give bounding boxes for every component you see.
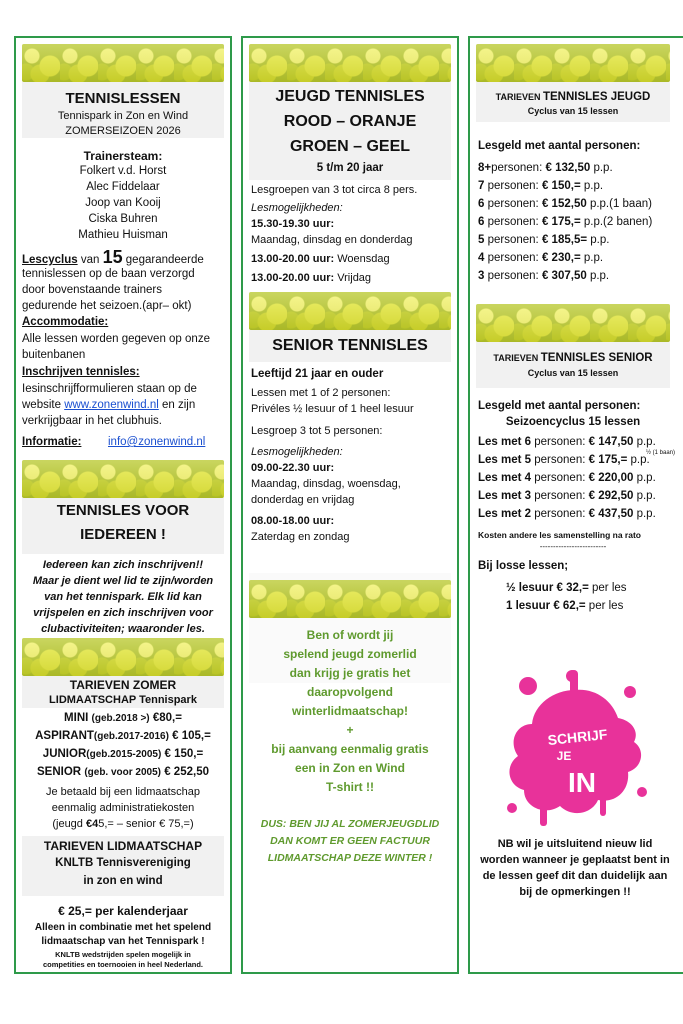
trainer-name: Mathieu Huisman (78, 229, 168, 241)
senior-days: donderdag en vrijdag (251, 494, 355, 506)
informatie-label: Informatie: (22, 436, 82, 448)
tarief-junior-geb: (geb.2015-2005) (86, 749, 162, 760)
jeugd-price-row (478, 252, 603, 264)
row-price: € 185,5= (541, 234, 588, 246)
divider-line: ------------------------- (539, 542, 607, 551)
row-label: personen: (484, 180, 539, 192)
splash-text-schrijf: SCHRIJF (546, 725, 609, 749)
iedereen-title: IEDEREEN ! (80, 526, 166, 543)
tennis-balls-image (249, 580, 451, 618)
tarief-mini-geb: (geb.2018 >) (91, 713, 150, 724)
senior-text: Lesgroep 3 tot 5 personen: (251, 425, 383, 437)
senior-price-row (478, 472, 656, 484)
splash-text-in: IN (568, 767, 596, 798)
knltb-small: KNLTB wedstrijden spelen mogelijk in (55, 950, 191, 959)
tarief-senior-label: SENIOR (37, 766, 82, 778)
tarief-senior-price: € 252,50 (164, 766, 209, 778)
promo-dus: DAN KOMT ER GEEN FACTUUR (270, 835, 430, 847)
jeugd-title: GROEN – GEEL (289, 138, 411, 155)
jeugd-price-row (478, 180, 603, 192)
senior-days: Zaterdag en zondag (251, 531, 350, 543)
senior-price-row (478, 436, 656, 448)
website-link[interactable]: www.zonenwind.nl (64, 399, 159, 411)
lescyclus-text: tennislessen op de baan verzorgd (22, 268, 195, 280)
row-label: personen: (484, 252, 539, 264)
tarief-senior (16, 766, 230, 778)
jeugd-tarief-title-big: TENNISLES JEUGD (542, 91, 651, 103)
tennislessen-sub2: ZOMERSEIZOEN 2026 (65, 125, 181, 137)
jeugd-price-row (478, 198, 652, 210)
row-count: 6 (478, 216, 485, 228)
iedereen-text: vrijspelen en zich inschrijven voor (33, 607, 213, 619)
row-price: € 220,00 (588, 472, 634, 484)
row-count: 5 (478, 234, 485, 246)
senior-time: 08.00-18.00 uur: (251, 515, 335, 527)
zomer-title: LIDMAATSCHAP Tennispark (49, 694, 197, 706)
accommodatie-label: Accommodatie: (22, 316, 109, 328)
trainer-name: Joop van Kooij (85, 197, 161, 209)
promo-text: Ben of wordt jij (306, 628, 394, 642)
tarief-mini-price: €80,= (152, 712, 182, 724)
row-unit: p.p. (583, 180, 604, 192)
promo-text: winterlidmaatschap! (291, 704, 409, 718)
row-count: 3 (478, 270, 485, 282)
row-pre: Les met 4 (478, 472, 532, 484)
inschrijven-website-line (22, 399, 195, 411)
jeugd-price-row (478, 270, 609, 282)
inschrijven-text: Iesinschrijfformulieren staan op de (22, 383, 197, 395)
senior-text: Lessen met 1 of 2 personen: (251, 387, 391, 399)
tennis-balls-image (476, 44, 670, 82)
knltb-title: in zon en wind (83, 875, 163, 887)
row-count: 8+ (478, 162, 492, 174)
promo-text: een in Zon en Wind (295, 761, 405, 775)
jeugd-time: 13.00-20.00 uur: (251, 253, 335, 265)
row-label: personen: (531, 508, 586, 520)
nb-text: NB wil je uitsluitend nieuw lid (497, 838, 653, 850)
row-price: € 150,= (541, 180, 581, 192)
row-label: personen: (484, 270, 539, 282)
losse-half (506, 582, 627, 594)
row-unit: p.p. (627, 454, 650, 466)
row-price: € 152,50 (541, 198, 587, 210)
knltb-title: TARIEVEN LIDMAATSCHAP (43, 839, 203, 853)
nb-text: worden wanneer je geplaatst bent in (480, 854, 670, 866)
losse-full-unit: per les (585, 600, 624, 612)
row-unit: p.p.(2 banen) (583, 216, 653, 228)
tarief-junior-price: € 150,= (164, 748, 204, 760)
jeugd-title: ROOD – ORANJE (283, 113, 417, 130)
jeugd-time: 15.30-19.30 uur: (251, 218, 335, 230)
row-price: € 175,= (541, 216, 581, 228)
lescyclus-line (22, 247, 204, 268)
inschrijven-pre: website (22, 399, 65, 411)
row-count: 7 (478, 180, 485, 192)
senior-lesmog: Lesmogelijkheden: (251, 446, 343, 458)
row-count: 6 (478, 198, 485, 210)
jeugd-time-line (251, 253, 390, 265)
admin-fees-jeugd: €4 (85, 818, 99, 830)
senior-title: SENIOR TENNISLES (272, 337, 428, 354)
row-pre: Les met 3 (478, 490, 532, 502)
accommodatie-text: Alle lessen worden gegeven op onze (22, 333, 210, 345)
lescyclus-text: gedurende het seizoen.(apr– okt) (22, 300, 192, 312)
splash-text-je: JE (556, 749, 572, 763)
jeugd-price-row (478, 234, 609, 246)
tennis-balls-image (22, 460, 224, 498)
row-unit: p.p. (590, 234, 610, 246)
senior-seizoen: Seizoencyclus 15 lessen (505, 416, 641, 428)
senior-price-row (478, 490, 656, 502)
row-price: € 230,= (541, 252, 581, 264)
row-unit: p.p. (589, 270, 610, 282)
tennis-balls-image (22, 638, 224, 676)
row-price: € 307,50 (541, 270, 587, 282)
column-left (14, 36, 232, 974)
knltb-price: € 25,= per kalenderjaar (58, 904, 188, 918)
senior-age: Leeftijd 21 jaar en ouder (251, 368, 384, 380)
promo-text: bij aanvang eenmalig gratis (271, 742, 429, 756)
senior-cyclus: Cyclus van 15 lessen (527, 368, 619, 378)
nb-text: de lessen geef dit dan duidelijk aan (482, 870, 668, 882)
admin-note: eenmalig administratiekosten (51, 802, 195, 814)
inschrijven-text: verkrijgbaar in het clubhuis. (22, 415, 162, 427)
promo-text: daaropvolgend (306, 685, 393, 699)
admin-note: Je betaald bij een lidmaatschap (45, 786, 201, 798)
row-price: € 292,50 (588, 490, 634, 502)
tarief-senior-geb: (geb. voor 2005) (84, 767, 162, 778)
trainer-name: Alec Fiddelaar (86, 181, 160, 193)
jeugd-title: JEUGD TENNISLES (275, 88, 425, 105)
tarief-mini (16, 712, 230, 724)
losse-half-unit: per les (588, 582, 627, 594)
row-unit: p.p. (633, 472, 656, 484)
lescyclus-rest: gegarandeerde (122, 254, 204, 266)
promo-plus: + (346, 723, 354, 737)
knltb-small: competities en toernooien in heel Nederland. (42, 960, 204, 969)
row-label: personen: (491, 162, 543, 174)
jeugd-price-row (478, 162, 613, 174)
tarief-mini-label: MINI (64, 712, 89, 724)
column-right (468, 36, 683, 974)
row-unit: p.p. (633, 490, 656, 502)
knltb-title: KNLTB Tennisvereniging (55, 857, 191, 869)
email-link[interactable]: info@zonenwind.nl (108, 436, 206, 448)
row-label: personen: (531, 436, 586, 448)
tennislessen-sub1: Tennispark in Zon en Wind (57, 110, 189, 122)
inschrijven-label: Inschrijven tennisles: (22, 366, 140, 378)
row-pre: Les met 5 (478, 454, 532, 466)
row-count: 4 (478, 252, 485, 264)
tarief-aspirant-label: ASPIRANT (35, 730, 94, 742)
senior-lesgeld: Lesgeld met aantal personen: (478, 400, 641, 412)
admin-fees-rest: 5,= – senior € 75,=) (98, 818, 194, 830)
iedereen-title: TENNISLES VOOR (56, 502, 190, 519)
jeugd-cyclus: Cyclus van 15 lessen (527, 106, 619, 116)
losse-full-price: € 62,= (553, 600, 586, 612)
senior-days: Maandag, dinsdag, woensdag, (251, 478, 401, 490)
jeugd-days: Woensdag (334, 253, 390, 265)
iedereen-text: van het tennispark. Elk lid kan (44, 591, 202, 603)
lescyclus-label: Lescyclus (22, 254, 78, 266)
trainers-label: Trainersteam: (83, 149, 163, 163)
tarief-junior (16, 748, 230, 760)
jeugd-lesmog: Lesmogelijkheden: (251, 202, 343, 214)
iedereen-text: Iedereen kan zich inschrijven!! (42, 559, 204, 571)
senior-tarief-title-small: TARIEVEN (493, 353, 541, 363)
senior-text: Privéles ½ lesuur of 1 heel lesuur (251, 403, 414, 415)
senior-kosten: Kosten andere les samenstelling na rato (478, 530, 641, 540)
lescyclus-text: door bovenstaande trainers (22, 284, 163, 296)
tennis-balls-image (476, 304, 670, 342)
senior-price-row (478, 454, 650, 466)
schrijf-je-in-splash[interactable] (500, 668, 650, 828)
row-price: € 175,= (588, 454, 628, 466)
row-unit: p.p. (583, 252, 604, 264)
admin-fees (16, 818, 230, 830)
tarief-aspirant (16, 730, 230, 742)
inschrijven-post: en zijn (158, 399, 196, 411)
jeugd-price-row (478, 216, 652, 228)
tarief-aspirant-geb: (geb.2017-2016) (93, 731, 169, 742)
promo-text: spelend jeugd zomerlid (283, 647, 417, 661)
tennis-balls-image (249, 44, 451, 82)
tarief-junior-label: JUNIOR (42, 748, 87, 760)
jeugd-time-line (251, 272, 371, 284)
nb-text: bij de opmerkingen !! (519, 886, 631, 898)
losse-label: Bij losse lessen; (478, 560, 569, 572)
row-label: personen: (484, 234, 539, 246)
row-unit: p.p. (633, 508, 656, 520)
row-pre: Les met 2 (478, 508, 532, 520)
losse-full (506, 600, 623, 612)
row-unit: p.p. (593, 162, 613, 174)
senior-price-row (478, 508, 656, 520)
jeugd-days: Vrijdag (334, 272, 372, 284)
row-pre: Les met 6 (478, 436, 532, 448)
tarief-aspirant-price: € 105,= (172, 730, 211, 742)
row-unit: p.p. (633, 436, 656, 448)
losse-half-label: ½ lesuur (506, 582, 554, 594)
losse-full-label: 1 lesuur (506, 600, 551, 612)
accommodatie-text: buitenbanen (22, 349, 86, 361)
jeugd-lesgeld: Lesgeld met aantal personen: (478, 140, 641, 152)
knltb-note: lidmaatschap van het Tennispark ! (41, 936, 205, 947)
iedereen-text: clubactiviteiten; waaronder les. (41, 623, 205, 635)
senior-baan-note: ½ (1 baan) (646, 450, 676, 456)
promo-dus: DUS: BEN JIJ AL ZOMERJEUGDLID (260, 818, 440, 830)
jeugd-days: Maandag, dinsdag en donderdag (251, 234, 413, 246)
row-label: personen: (484, 216, 539, 228)
row-price: € 147,50 (588, 436, 634, 448)
tennis-balls-image (22, 44, 224, 82)
trainer-name: Ciska Buhren (88, 213, 158, 225)
jeugd-tarief-title-small: TARIEVEN (495, 92, 543, 102)
senior-tarief-title-big: TENNISLES SENIOR (540, 352, 653, 364)
knltb-note: Alleen in combinatie met het spelend (34, 922, 212, 933)
lescyclus-van: van (77, 254, 103, 266)
row-unit: p.p.(1 baan) (589, 198, 652, 210)
promo-text: T-shirt !! (326, 780, 374, 794)
jeugd-time: 13.00-20.00 uur: (251, 272, 335, 284)
row-label: personen: (484, 198, 539, 210)
admin-fees-pre: (jeugd (52, 818, 86, 830)
trainer-name: Folkert v.d. Horst (79, 165, 167, 177)
zomer-title: TARIEVEN ZOMER (69, 678, 177, 692)
jeugd-tarief-title (470, 87, 676, 105)
row-label: personen: (531, 472, 586, 484)
tennislessen-title: TENNISLESSEN (65, 90, 181, 107)
promo-dus: LIDMAATSCHAP DEZE WINTER ! (267, 852, 433, 864)
losse-half-price: € 32,= (556, 582, 589, 594)
jeugd-groups: Lesgroepen van 3 tot circa 8 pers. (251, 184, 418, 196)
row-price: € 437,50 (588, 508, 634, 520)
row-label: personen: (531, 454, 586, 466)
jeugd-age: 5 t/m 20 jaar (316, 162, 384, 174)
row-label: personen: (531, 490, 586, 502)
senior-time: 09.00-22.30 uur: (251, 462, 335, 474)
column-middle (241, 36, 459, 974)
lescyclus-number: 15 (102, 247, 123, 267)
promo-text: dan krijg je gratis het (289, 666, 411, 680)
tennis-balls-image (249, 292, 451, 330)
row-price: € 132,50 (545, 162, 591, 174)
splash-shape (507, 670, 647, 826)
senior-tarief-title (470, 348, 676, 366)
iedereen-text: Maar je dient wel lid te zijn/worden (32, 575, 214, 587)
